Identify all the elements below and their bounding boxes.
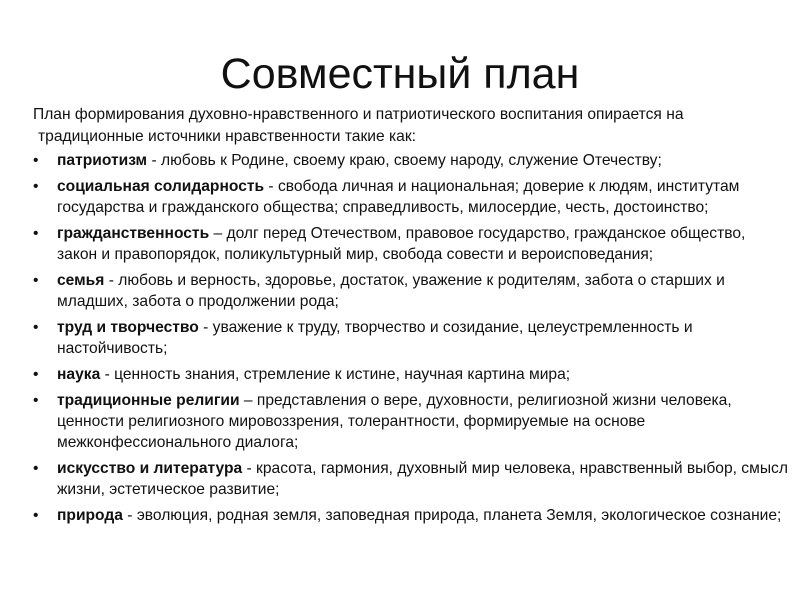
item-separator: – [239, 392, 257, 409]
list-item [0, 176, 800, 218]
item-separator: - [198, 319, 213, 336]
item-term: традиционные религии [57, 392, 240, 409]
list-item [0, 505, 800, 526]
item-description: уважение к труду, творчество и созидание, целеустремленность и настойчивость; [57, 319, 693, 357]
item-description: долг перед Отечеством, правовое государство, гражданское общество, закон и правопорядок, поликультурный мир, свобода совести и вероисповедания; [57, 225, 746, 263]
item-description: любовь и верность, здоровье, достаток, уважение к родителям, забота о старших и младших, забота о продолжении рода; [57, 272, 725, 310]
bullet-icon: • [33, 225, 39, 242]
item-description: любовь к Родине, своему краю, своему народу, служение Отечеству; [160, 152, 662, 169]
bullet-icon: • [33, 272, 39, 289]
item-term: гражданственность [57, 225, 210, 242]
list-item [0, 458, 800, 500]
item-separator: - [147, 152, 161, 169]
list-item [0, 317, 800, 359]
intro-paragraph: План формирования духовно-нравственного и патриотического воспитания опирается на традиционные источники нравственности такие как: [33, 106, 684, 145]
item-term: патриотизм [57, 152, 148, 169]
item-term: труд и творчество [57, 319, 199, 336]
item-term: искусство и литература [57, 460, 243, 477]
item-separator: - [122, 507, 137, 524]
list-item [0, 390, 800, 453]
item-separator: – [209, 225, 227, 242]
bullet-icon: • [33, 392, 39, 409]
item-term: социальная солидарность [57, 178, 265, 195]
bullet-icon: • [33, 152, 39, 169]
list-item [0, 270, 800, 312]
item-separator: - [100, 366, 115, 383]
item-description: ценность знания, стремление к истине, научная картина мира; [114, 366, 571, 383]
slide-title: Совместный план [220, 50, 580, 98]
item-description: свобода личная и национальная; доверие к людям, институтам государства и гражданского общества; справедливость, милосердие, честь, достоинство; [57, 178, 740, 216]
item-term: наука [57, 366, 101, 383]
item-separator: - [264, 178, 278, 195]
list-item [0, 223, 800, 265]
list-item [0, 150, 800, 171]
bullet-icon: • [33, 178, 39, 195]
bullet-icon: • [33, 319, 39, 336]
item-term: природа [57, 507, 123, 524]
bullet-icon: • [33, 366, 39, 383]
item-term: семья [57, 272, 105, 289]
item-description: представления о вере, духовности, религиозной жизни человека, ценности религиозного мировоззрения, толерантности, формируемые на основе межконфессионального диалога; [57, 392, 732, 451]
bullet-icon: • [33, 460, 39, 477]
item-description: эволюция, родная земля, заповедная природа, планета Земля, экологическое сознание; [136, 507, 782, 524]
list-item [0, 364, 800, 385]
values-list [0, 150, 800, 531]
item-separator: - [242, 460, 257, 477]
bullet-icon: • [33, 507, 39, 524]
item-description: красота, гармония, духовный мир человека, нравственный выбор, смысл жизни, эстетическое развитие; [57, 460, 788, 498]
item-separator: - [104, 272, 119, 289]
